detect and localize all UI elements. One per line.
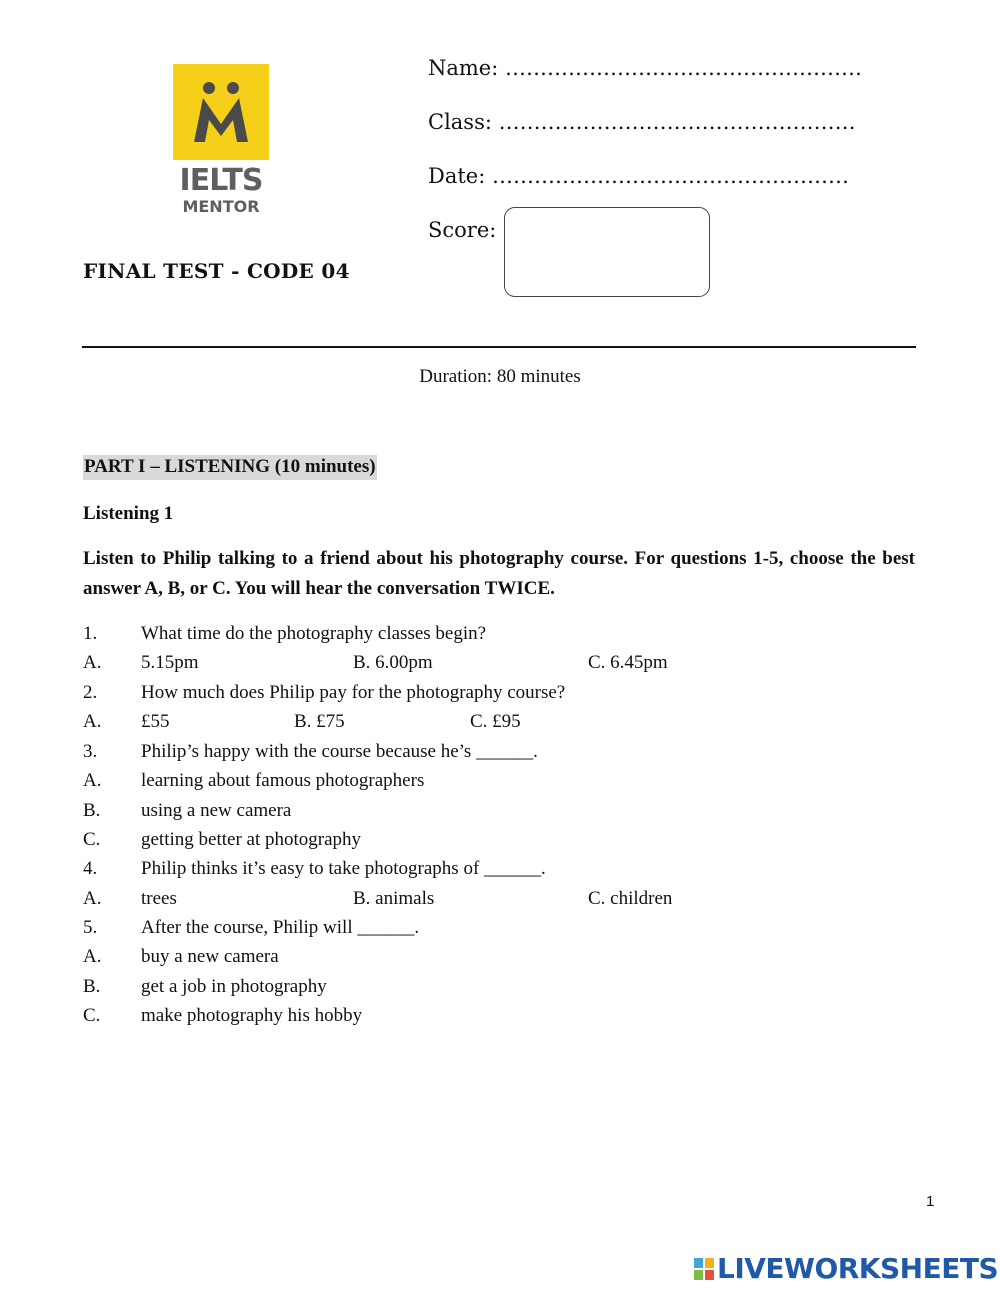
date-field[interactable]: Date: …………………………………………… [428, 164, 849, 188]
option-c[interactable]: C. children [588, 888, 673, 909]
section-title: Listening 1 [83, 503, 174, 524]
name-field[interactable]: Name: …………………………………………… [428, 56, 862, 80]
option-b[interactable]: B. £75 [294, 711, 345, 732]
class-field[interactable]: Class: …………………………………………… [428, 110, 856, 134]
question-2-options [0, 707, 1000, 736]
option-label: C. [83, 1005, 101, 1026]
logo-text-ielts: IELTS [179, 163, 263, 198]
liveworksheets-logo-icon [694, 1258, 714, 1285]
option-text: using a new camera [141, 800, 292, 821]
divider [82, 346, 916, 348]
option-label: A. [83, 652, 102, 673]
instructions: Listen to Philip talking to a friend about his photography course. For questions 1-5, choose the best answer A, B, or C. You will hear the conversation TWICE. [83, 548, 915, 599]
question-2 [0, 678, 1000, 707]
logo-text-mentor: MENTOR [182, 197, 260, 216]
question-number: 4. [83, 858, 98, 879]
question-number: 1. [83, 623, 98, 644]
option-label: C. [83, 829, 101, 850]
option-text: get a job in photography [141, 976, 327, 997]
question-5-option-b[interactable] [0, 972, 1000, 1001]
option-text: getting better at photography [141, 829, 362, 850]
option-a[interactable]: £55 [141, 711, 170, 732]
option-b[interactable]: B. 6.00pm [353, 652, 433, 673]
question-5 [0, 913, 1000, 942]
option-label: A. [83, 946, 102, 967]
question-text: How much does Philip pay for the photography course? [141, 682, 566, 703]
liveworksheets-watermark[interactable]: LIVEWORKSHEETS [717, 1252, 999, 1285]
duration: Duration: 80 minutes [419, 366, 581, 387]
test-title: FINAL TEST - CODE 04 [83, 259, 350, 283]
option-text: make photography his hobby [141, 1005, 363, 1026]
option-b[interactable]: B. animals [353, 888, 435, 909]
option-label: A. [83, 770, 102, 791]
question-3-option-a[interactable] [0, 766, 1000, 795]
option-label: A. [83, 711, 102, 732]
question-number: 5. [83, 917, 98, 938]
question-1 [0, 619, 1000, 648]
part-title: PART I – LISTENING (10 minutes) [83, 455, 377, 480]
page-number: 1 [926, 1193, 935, 1210]
score-label: Score: [428, 218, 497, 242]
option-c[interactable]: C. £95 [470, 711, 521, 732]
question-text: Philip thinks it’s easy to take photographs of ______. [141, 858, 546, 879]
question-text: What time do the photography classes begin? [141, 623, 487, 644]
question-number: 2. [83, 682, 98, 703]
question-3 [0, 737, 1000, 766]
option-label: A. [83, 888, 102, 909]
question-number: 3. [83, 741, 98, 762]
question-text: Philip’s happy with the course because he’s ______. [141, 741, 538, 762]
question-text: After the course, Philip will ______. [141, 917, 420, 938]
option-a[interactable]: 5.15pm [141, 652, 199, 673]
option-text: buy a new camera [141, 946, 279, 967]
question-5-option-c[interactable] [0, 1001, 1000, 1030]
option-text: learning about famous photographers [141, 770, 425, 791]
option-label: B. [83, 800, 101, 821]
question-5-option-a[interactable] [0, 942, 1000, 971]
question-3-option-c[interactable] [0, 825, 1000, 854]
ielts-mentor-logo [173, 64, 269, 160]
question-4 [0, 854, 1000, 883]
mentor-figures-icon [173, 64, 269, 160]
option-label: B. [83, 976, 101, 997]
question-3-option-b[interactable] [0, 796, 1000, 825]
question-4-options [0, 884, 1000, 913]
option-a[interactable]: trees [141, 888, 177, 909]
score-box[interactable] [504, 207, 710, 297]
option-c[interactable]: C. 6.45pm [588, 652, 668, 673]
question-1-options [0, 648, 1000, 677]
